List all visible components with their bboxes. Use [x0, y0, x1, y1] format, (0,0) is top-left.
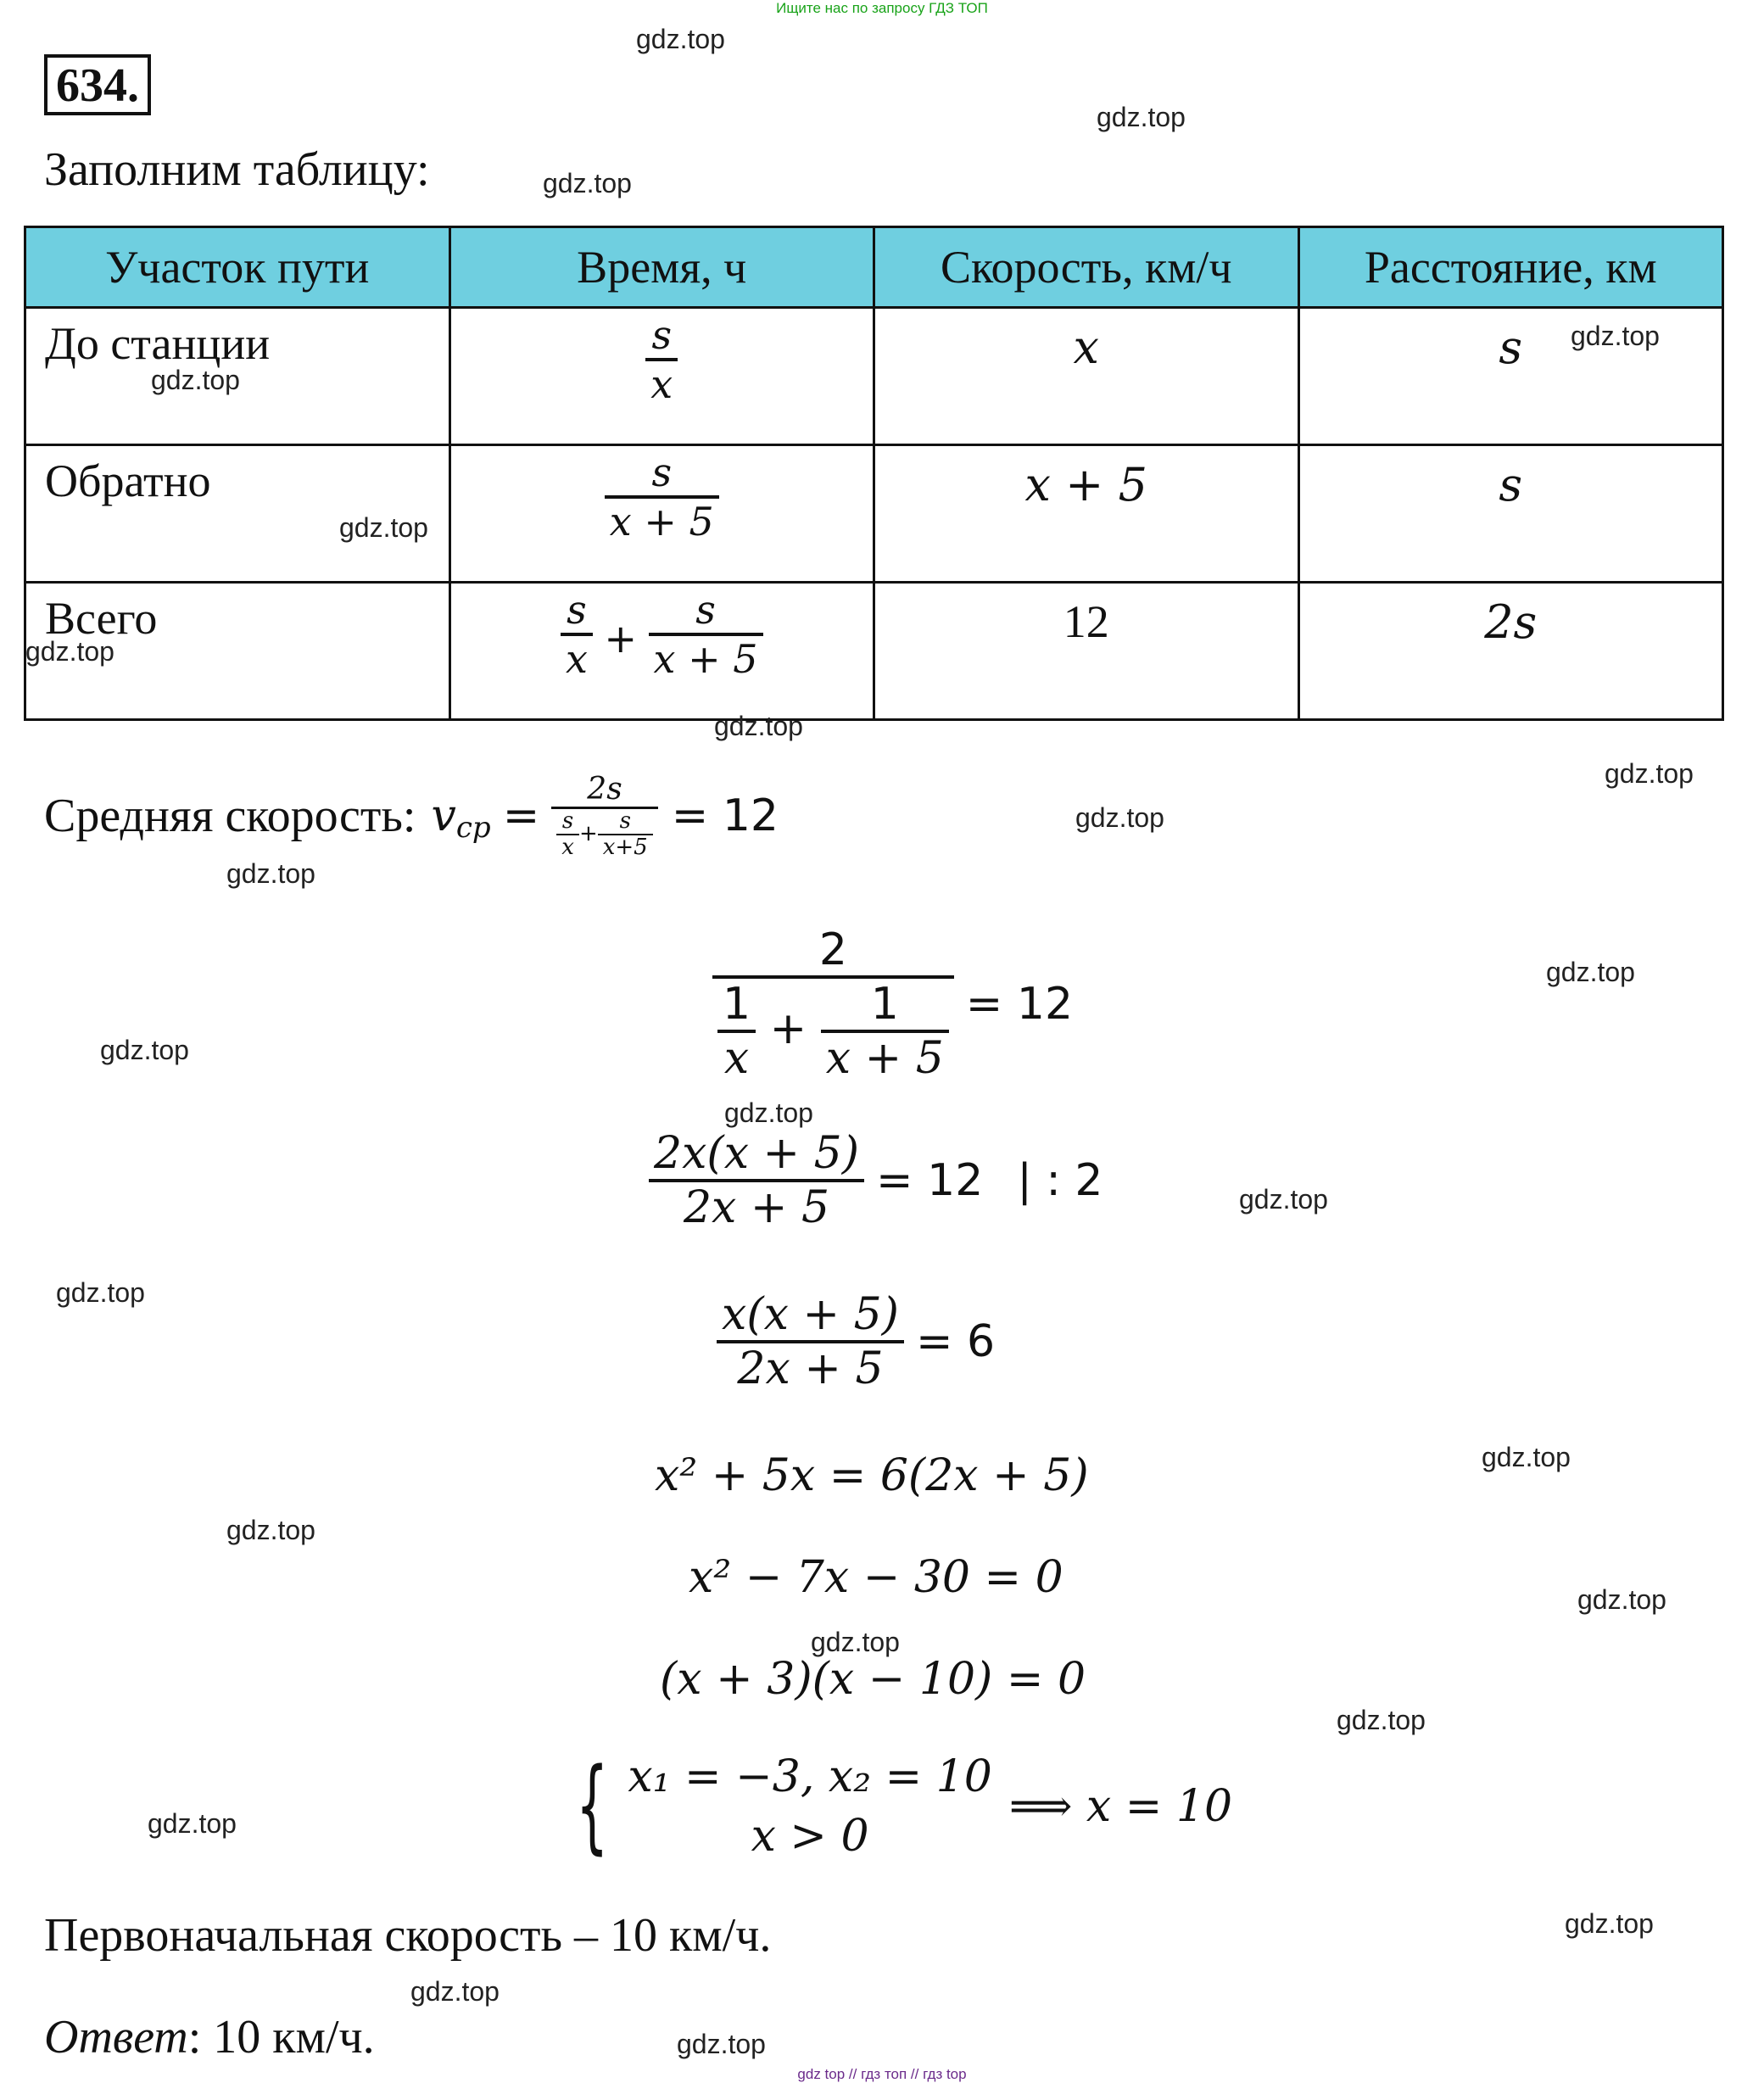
speed-cell: 12	[874, 583, 1299, 720]
system-result: ⟹ x = 10	[1008, 1781, 1233, 1833]
watermark: gdz.top	[151, 365, 240, 395]
avg-speed-label: Средняя скорость:	[44, 789, 416, 842]
distance-cell: 2s	[1298, 583, 1723, 720]
watermark: gdz.top	[1482, 1442, 1571, 1472]
watermark: gdz.top	[1577, 1584, 1666, 1615]
conclusion: Первоначальная скорость – 10 км/ч.	[44, 1909, 772, 1962]
watermark: gdz.top	[25, 636, 114, 667]
data-table	[24, 226, 1724, 721]
table-row	[25, 308, 1723, 445]
avg-speed-subscript: ср	[455, 810, 491, 845]
system	[560, 1747, 1232, 1866]
time-denominator: x	[645, 358, 678, 407]
avg-speed-fraction	[551, 772, 657, 859]
step-1	[712, 924, 1073, 1084]
intro-text: Заполним таблицу:	[44, 143, 430, 196]
watermark: gdz.top	[226, 858, 315, 889]
system-line-2: x > 0	[751, 1811, 869, 1862]
avg-speed-line	[44, 772, 779, 859]
time-a-denominator: x	[561, 633, 593, 682]
watermark: gdz.top	[1337, 1705, 1426, 1735]
step2-rhs: = 12	[876, 1155, 984, 1206]
step1-num: 2	[818, 924, 847, 975]
avg-num: 2s	[587, 772, 622, 807]
watermark: gdz.top	[226, 1515, 315, 1545]
watermark: gdz.top	[1565, 1908, 1654, 1939]
avg-speed-result: = 12	[671, 790, 779, 841]
watermark: gdz.top	[543, 168, 632, 198]
step1-b-num: 1	[870, 979, 899, 1030]
watermark: gdz.top	[677, 2029, 766, 2059]
watermark: gdz.top	[1605, 758, 1694, 789]
step1-rhs: = 12	[965, 979, 1074, 1030]
watermark: gdz.top	[1097, 102, 1186, 132]
time-denominator: x + 5	[605, 495, 719, 544]
problem-number: 634.	[44, 54, 151, 115]
time-b-denominator: x + 5	[649, 633, 763, 682]
time-numerator: s	[651, 450, 673, 495]
speed-cell: x + 5	[874, 445, 1299, 583]
step2-op: | : 2	[1017, 1155, 1103, 1206]
watermark: gdz.top	[1075, 802, 1164, 833]
watermark: gdz.top	[811, 1627, 900, 1657]
step-6: (x + 3)(x − 10) = 0	[660, 1654, 1086, 1705]
watermark: gdz.top	[636, 24, 725, 54]
watermark: gdz.top	[1239, 1184, 1328, 1215]
watermark: gdz.top	[724, 1097, 813, 1128]
segment-cell: До станции	[25, 308, 450, 445]
watermark: gdz.top	[1546, 957, 1635, 987]
avg-den-b-den: x+5	[602, 834, 648, 860]
step-4: x² + 5x = 6(2x + 5)	[655, 1450, 1089, 1501]
distance-cell: s	[1298, 445, 1723, 583]
step-3	[717, 1289, 995, 1394]
table-header-row	[25, 227, 1723, 308]
step-2	[649, 1128, 1103, 1233]
avg-den-b-num: s	[619, 808, 631, 834]
distance-cell: s	[1298, 308, 1723, 445]
watermark: gdz.top	[714, 711, 803, 741]
watermark: gdz.top	[410, 1976, 500, 2007]
watermark: gdz.top	[1571, 321, 1660, 351]
header-time: Время, ч	[449, 227, 874, 308]
time-a-numerator: s	[567, 587, 587, 633]
answer-label: Ответ	[44, 2011, 188, 2063]
time-cell	[449, 445, 874, 583]
step3-num: x(x + 5)	[722, 1289, 899, 1340]
answer	[44, 2010, 375, 2064]
watermark: gdz.top	[56, 1277, 145, 1308]
bottom-links[interactable]: gdz top // гдз топ // гдз top	[797, 2066, 967, 2082]
avg-speed-symbol: v	[431, 790, 456, 841]
promo-banner[interactable]: Ищите нас по запросу ГДЗ ТОП	[776, 0, 988, 16]
watermark: gdz.top	[100, 1035, 189, 1065]
time-cell	[449, 583, 874, 720]
watermark: gdz.top	[339, 512, 428, 543]
avg-speed-eq: =	[502, 790, 540, 841]
header-speed: Скорость, км/ч	[874, 227, 1299, 308]
step1-b-den: x + 5	[825, 1033, 944, 1084]
avg-den-a-num: s	[561, 808, 574, 834]
time-plus: +	[604, 616, 637, 662]
avg-den-plus: +	[578, 821, 598, 847]
step-5: x² − 7x − 30 = 0	[689, 1552, 1063, 1603]
segment-cell: Обратно	[25, 445, 450, 583]
step1-plus: +	[769, 1003, 807, 1054]
time-numerator: s	[651, 312, 673, 358]
step1-a-num: 1	[723, 979, 751, 1030]
answer-value: : 10 км/ч.	[187, 2011, 375, 2063]
time-cell	[449, 308, 874, 445]
step3-rhs: = 6	[915, 1316, 996, 1367]
step2-num: 2x(x + 5)	[654, 1128, 860, 1179]
system-line-1: x₁ = −3, x₂ = 10	[628, 1751, 992, 1802]
avg-den-a-den: x	[561, 834, 574, 860]
speed-cell: x	[874, 308, 1299, 445]
brace-icon: {	[576, 1747, 609, 1866]
table-row	[25, 583, 1723, 720]
table-row	[25, 445, 1723, 583]
step2-den: 2x + 5	[683, 1182, 830, 1233]
segment-cell: Всего	[25, 583, 450, 720]
header-distance: Расстояние, км	[1298, 227, 1723, 308]
header-segment: Участок пути	[25, 227, 450, 308]
step1-a-den: x	[723, 1033, 750, 1084]
time-b-numerator: s	[695, 587, 716, 633]
watermark: gdz.top	[148, 1808, 237, 1839]
step3-den: 2x + 5	[737, 1343, 884, 1394]
